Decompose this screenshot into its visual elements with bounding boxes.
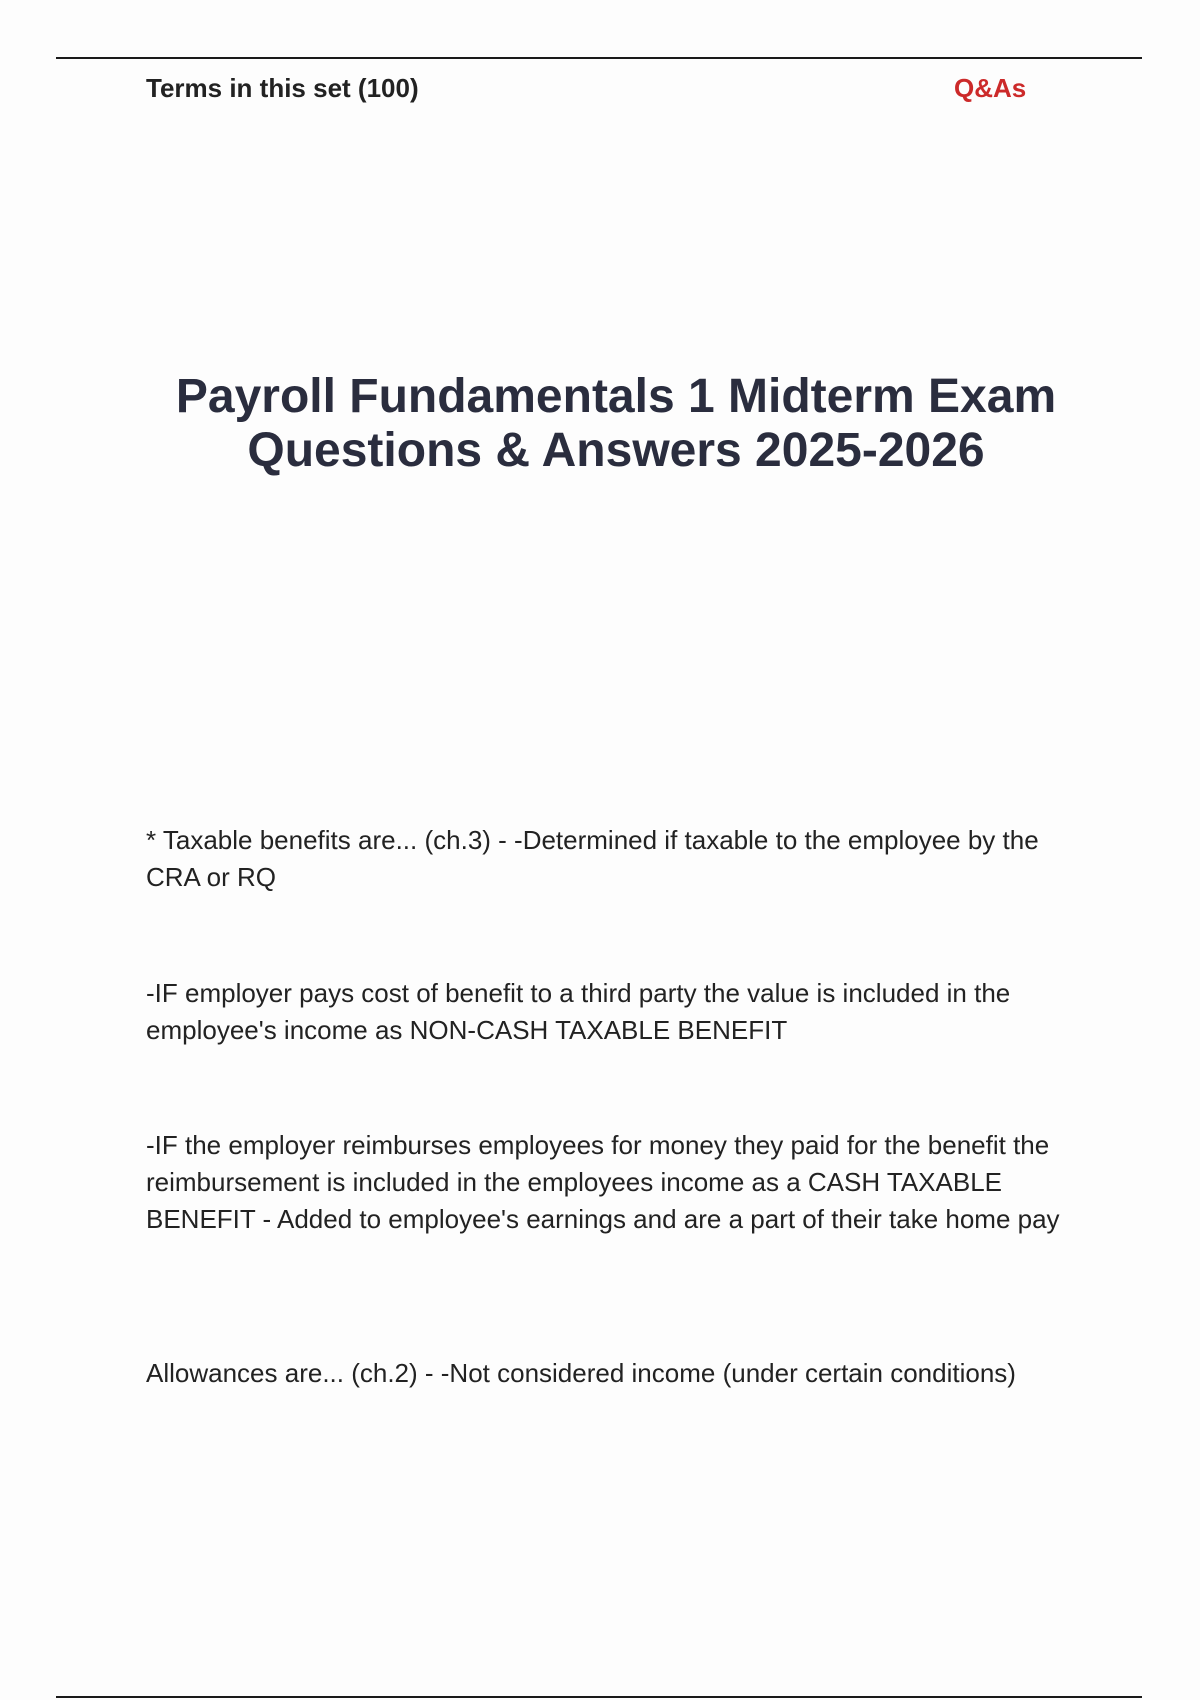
title-line-2: Questions & Answers 2025-2026 bbox=[247, 424, 985, 477]
terms-count-label: Terms in this set (100) bbox=[146, 73, 419, 103]
term-item: -IF the employer reimburses employees for money they paid for the benefit the reimbursement is included in the employees income as a CASH TAXABLE BENEFIT - Added to employee's earnings and are a part of their take home pay bbox=[146, 1130, 1060, 1234]
bottom-divider bbox=[56, 1696, 1142, 1698]
title-line-1: Payroll Fundamentals 1 Midterm Exam bbox=[175, 370, 1057, 423]
top-divider bbox=[56, 57, 1142, 59]
term-item: * Taxable benefits are... (ch.3) - -Determined if taxable to the employee by the CRA or RQ bbox=[146, 825, 1039, 892]
term-item: Allowances are... (ch.2) - -Not considered income (under certain conditions) bbox=[146, 1358, 1016, 1388]
qa-label: Q&As bbox=[954, 73, 1027, 103]
term-item: -IF employer pays cost of benefit to a third party the value is included in the employee's income as NON-CASH TAXABLE BENEFIT bbox=[146, 978, 1011, 1045]
document-title bbox=[100, 370, 1132, 478]
